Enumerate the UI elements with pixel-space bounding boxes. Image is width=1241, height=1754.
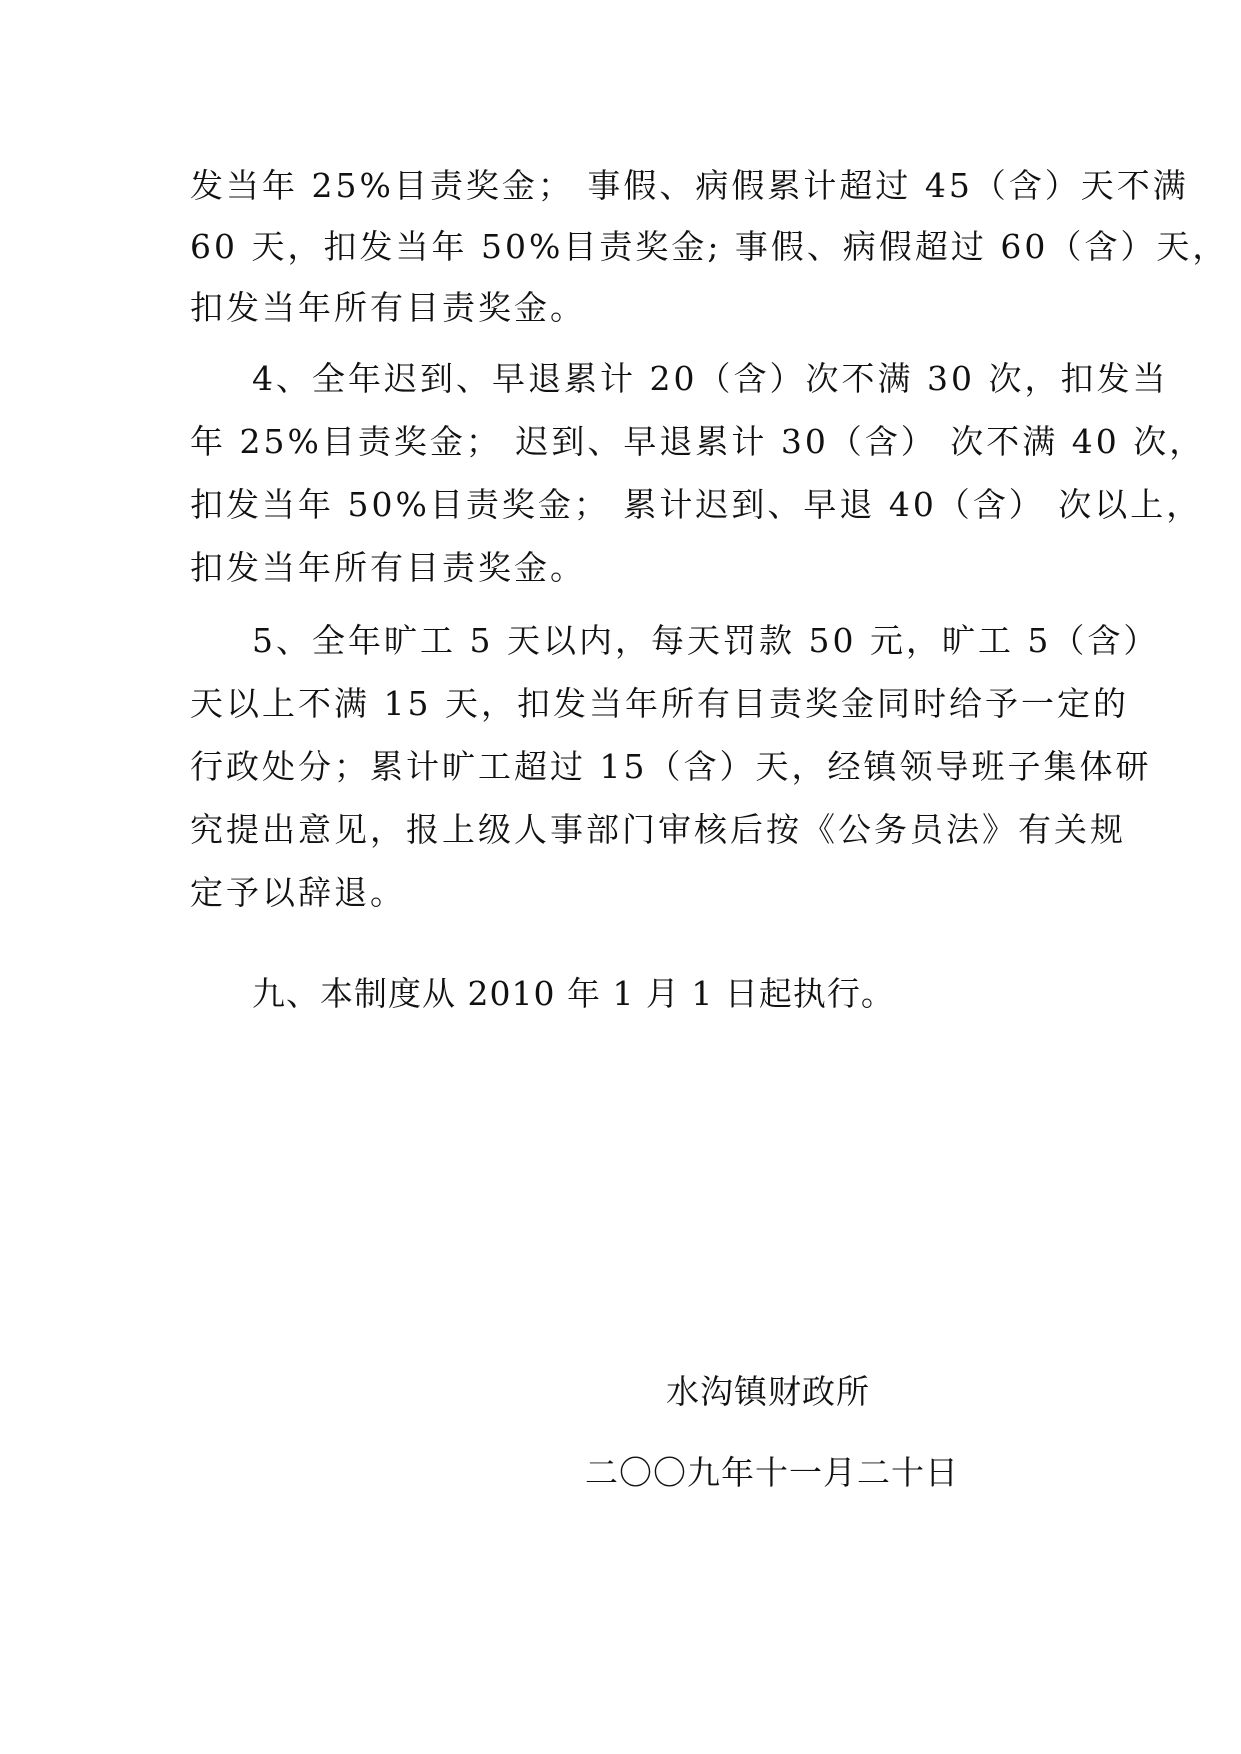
clause-nine: 九、本制度从 2010 年 1 月 1 日起执行。 [252,974,895,1013]
paragraph-4-line-3: 扣发当年 50%目责奖金； 累计迟到、早退 40（含） 次以上， [190,485,1203,524]
paragraph-3-line-1: 发当年 25%目责奖金； 事假、病假累计超过 45（含）天不满 [190,166,1189,205]
paragraph-3-line-2: 60 天，扣发当年 50%目责奖金; 事假、病假超过 60（含）天， [190,227,1229,266]
paragraph-4-line-1: 4、全年迟到、早退累计 20（含）次不满 30 次，扣发当 [252,359,1169,398]
paragraph-5-line-1: 5、全年旷工 5 天以内，每天罚款 50 元，旷工 5（含） [252,621,1160,660]
signature-organization: 水沟镇财政所 [666,1372,870,1411]
paragraph-4-line-4: 扣发当年所有目责奖金。 [190,548,586,587]
paragraph-3-line-3: 扣发当年所有目责奖金。 [190,288,586,327]
paragraph-4-line-2: 年 25%目责奖金； 迟到、早退累计 30（含） 次不满 40 次， [190,422,1206,461]
paragraph-5-line-2: 天以上不满 15 天，扣发当年所有目责奖金同时给予一定的 [190,684,1129,723]
paragraph-5-line-4: 究提出意见，报上级人事部门审核后按《公务员法》有关规 [190,810,1126,849]
paragraph-5-line-3: 行政处分；累计旷工超过 15（含）天，经镇领导班子集体研 [190,747,1152,786]
paragraph-5-line-5: 定予以辞退。 [190,873,406,912]
signature-date: 二〇〇九年十一月二十日 [585,1453,959,1492]
